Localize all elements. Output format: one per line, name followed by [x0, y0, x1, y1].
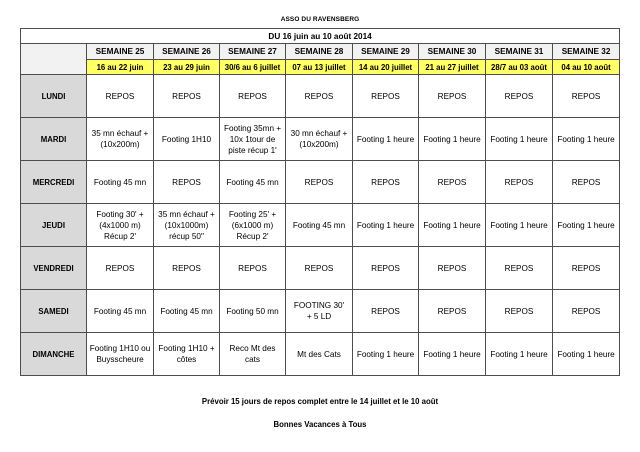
session-text: REPOS — [437, 263, 467, 273]
schedule-cell — [353, 75, 419, 118]
schedule-cell — [553, 333, 620, 376]
schedule-cell — [154, 290, 220, 333]
week-label: SEMAINE 30 — [419, 44, 486, 60]
schedule-cell — [486, 247, 553, 290]
session-text: REPOS — [371, 91, 400, 101]
closing-message: Bonnes Vacances à Tous — [273, 420, 367, 429]
week-label: SEMAINE 28 — [286, 44, 353, 60]
schedule-cell — [486, 161, 553, 204]
week-label: SEMAINE 32 — [553, 44, 620, 60]
session-text: REPOS — [437, 306, 467, 316]
week-dates: 07 au 13 juillet — [286, 60, 353, 75]
schedule-cell — [553, 75, 620, 118]
schedule-cell — [154, 161, 220, 204]
week-dates: 28/7 au 03 août — [486, 60, 553, 75]
session-text: Footing 45 mn — [160, 306, 213, 316]
schedule-cell — [486, 118, 553, 161]
session-text: Footing 1 heure — [490, 349, 548, 359]
session-text: REPOS — [238, 263, 267, 273]
week-dates: 16 au 22 juin — [87, 60, 154, 75]
session-text: REPOS — [437, 177, 467, 187]
session-text: REPOS — [105, 91, 135, 101]
period-title: DU 16 juin au 10 août 2014 — [21, 29, 620, 44]
schedule-cell — [419, 118, 486, 161]
day-row-dimanche — [21, 333, 620, 376]
session-text: 30 mn échauf + (10x200m) — [290, 129, 348, 149]
day-row-lundi — [21, 75, 620, 118]
session-text: REPOS — [571, 91, 601, 101]
week-dates: 30/6 au 6 juillet — [220, 60, 286, 75]
session-text: Footing 1 heure — [423, 220, 481, 230]
schedule-cell — [353, 118, 419, 161]
session-text: Footing 30' + (4x1000 m) Récup 2' — [96, 209, 144, 241]
schedule-cell — [553, 118, 620, 161]
session-text: Footing 1 heure — [490, 134, 548, 144]
schedule-cell — [286, 290, 353, 333]
schedule-cell — [419, 247, 486, 290]
schedule-cell — [87, 118, 154, 161]
week-dates: 04 au 10 août — [553, 60, 620, 75]
week-header-row — [21, 44, 620, 60]
schedule-cell — [486, 204, 553, 247]
schedule-cell — [353, 161, 419, 204]
session-text: REPOS — [504, 263, 534, 273]
schedule-cell — [286, 161, 353, 204]
schedule-cell — [220, 333, 286, 376]
session-text: 35 mn échauf + (10x200m) — [91, 129, 149, 149]
schedule-cell — [220, 247, 286, 290]
week-dates: 21 au 27 juillet — [419, 60, 486, 75]
week-dates: 23 au 29 juin — [154, 60, 220, 75]
schedule-cell — [553, 204, 620, 247]
week-dates-row — [21, 60, 620, 75]
schedule-cell — [286, 75, 353, 118]
schedule-cell — [220, 75, 286, 118]
session-text: Footing 1 heure — [356, 349, 415, 359]
session-text: REPOS — [371, 177, 400, 187]
session-text: Footing 45 mn — [226, 177, 279, 187]
day-label: JEUDI — [21, 204, 87, 247]
session-text: Footing 1H10 — [161, 134, 212, 144]
schedule-cell — [154, 247, 220, 290]
week-label: SEMAINE 25 — [87, 44, 154, 60]
schedule-cell — [419, 333, 486, 376]
session-text: REPOS — [504, 306, 534, 316]
day-row-vendredi — [21, 247, 620, 290]
schedule-cell — [419, 161, 486, 204]
day-label: MARDI — [21, 118, 87, 161]
session-text: Footing 25' + (6x1000 m) Récup 2' — [228, 209, 277, 241]
session-text: Footing 1 heure — [557, 349, 615, 359]
session-text: REPOS — [571, 263, 601, 273]
corner-cell — [21, 44, 87, 75]
schedule-cell — [419, 75, 486, 118]
schedule-cell — [87, 75, 154, 118]
session-text: REPOS — [105, 263, 135, 273]
session-text: Reco Mt des cats — [229, 344, 276, 364]
session-text: REPOS — [304, 91, 334, 101]
week-label: SEMAINE 26 — [154, 44, 220, 60]
schedule-cell — [553, 161, 620, 204]
session-text: Footing 45 mn — [93, 177, 147, 187]
schedule-cell — [286, 247, 353, 290]
week-label: SEMAINE 29 — [353, 44, 419, 60]
session-text: REPOS — [238, 91, 267, 101]
session-text: Footing 1 heure — [423, 134, 481, 144]
schedule-cell — [353, 247, 419, 290]
session-text: REPOS — [571, 177, 601, 187]
schedule-cell — [486, 333, 553, 376]
schedule-cell — [353, 290, 419, 333]
session-text: Footing 1 heure — [557, 220, 615, 230]
session-text: Footing 1 heure — [423, 349, 481, 359]
session-text: FOOTING 30' + 5 LD — [293, 301, 345, 321]
schedule-cell — [220, 204, 286, 247]
schedule-cell — [419, 204, 486, 247]
session-text: Footing 1 heure — [356, 134, 415, 144]
schedule-cell — [220, 290, 286, 333]
period-title-row — [21, 29, 620, 44]
schedule-cell — [220, 118, 286, 161]
day-label: SAMEDI — [21, 290, 87, 333]
session-text: 35 mn échauf + (10x1000m) récup 50" — [158, 209, 215, 241]
day-label: DIMANCHE — [21, 333, 87, 376]
schedule-cell — [154, 118, 220, 161]
session-text: REPOS — [172, 91, 201, 101]
schedule-cell — [553, 290, 620, 333]
session-text: Footing 1 heure — [356, 220, 415, 230]
schedule-cell — [419, 290, 486, 333]
session-text: Footing 35mn + 10x 1tour de piste récup 1' — [223, 123, 282, 155]
schedule-cell — [154, 75, 220, 118]
day-label: LUNDI — [21, 75, 87, 118]
week-dates: 14 au 20 juillet — [353, 60, 419, 75]
rest-period-note: Prévoir 15 jours de repos complet entre le 14 juillet et le 10 août — [201, 397, 439, 406]
session-text: REPOS — [571, 306, 601, 316]
session-text: Footing 1 heure — [490, 220, 548, 230]
session-text: Mt des Cats — [297, 349, 341, 359]
schedule-cell — [220, 161, 286, 204]
session-text: Footing 50 mn — [226, 306, 279, 316]
session-text: REPOS — [172, 177, 201, 187]
week-label: SEMAINE 31 — [486, 44, 553, 60]
week-label: SEMAINE 27 — [220, 44, 286, 60]
schedule-cell — [286, 118, 353, 161]
session-text: REPOS — [437, 91, 467, 101]
session-text: Footing 1H10 ou Buysscheure — [89, 344, 151, 364]
session-text: REPOS — [304, 177, 334, 187]
session-text: REPOS — [172, 263, 201, 273]
day-row-jeudi — [21, 204, 620, 247]
schedule-cell — [154, 204, 220, 247]
schedule-cell — [87, 161, 154, 204]
day-label: VENDREDI — [21, 247, 87, 290]
session-text: REPOS — [504, 91, 534, 101]
session-text: REPOS — [304, 263, 334, 273]
day-row-mercredi — [21, 161, 620, 204]
day-label: MERCREDI — [21, 161, 87, 204]
session-text: REPOS — [371, 306, 400, 316]
organization-title: ASSO DU RAVENSBERG — [280, 16, 360, 23]
schedule-cell — [353, 204, 419, 247]
schedule-cell — [87, 333, 154, 376]
schedule-cell — [353, 333, 419, 376]
schedule-cell — [286, 204, 353, 247]
training-schedule-table — [20, 28, 620, 376]
day-row-samedi — [21, 290, 620, 333]
schedule-cell — [87, 204, 154, 247]
schedule-cell — [486, 290, 553, 333]
session-text: REPOS — [504, 177, 534, 187]
session-text: REPOS — [371, 263, 400, 273]
session-text: Footing 1 heure — [557, 134, 615, 144]
schedule-cell — [486, 75, 553, 118]
schedule-cell — [286, 333, 353, 376]
schedule-cell — [553, 247, 620, 290]
session-text: Footing 45 mn — [93, 306, 147, 316]
schedule-cell — [87, 247, 154, 290]
day-row-mardi — [21, 118, 620, 161]
schedule-cell — [154, 333, 220, 376]
session-text: Footing 45 mn — [292, 220, 346, 230]
session-text: Footing 1H10 + côtes — [158, 344, 215, 364]
schedule-cell — [87, 290, 154, 333]
